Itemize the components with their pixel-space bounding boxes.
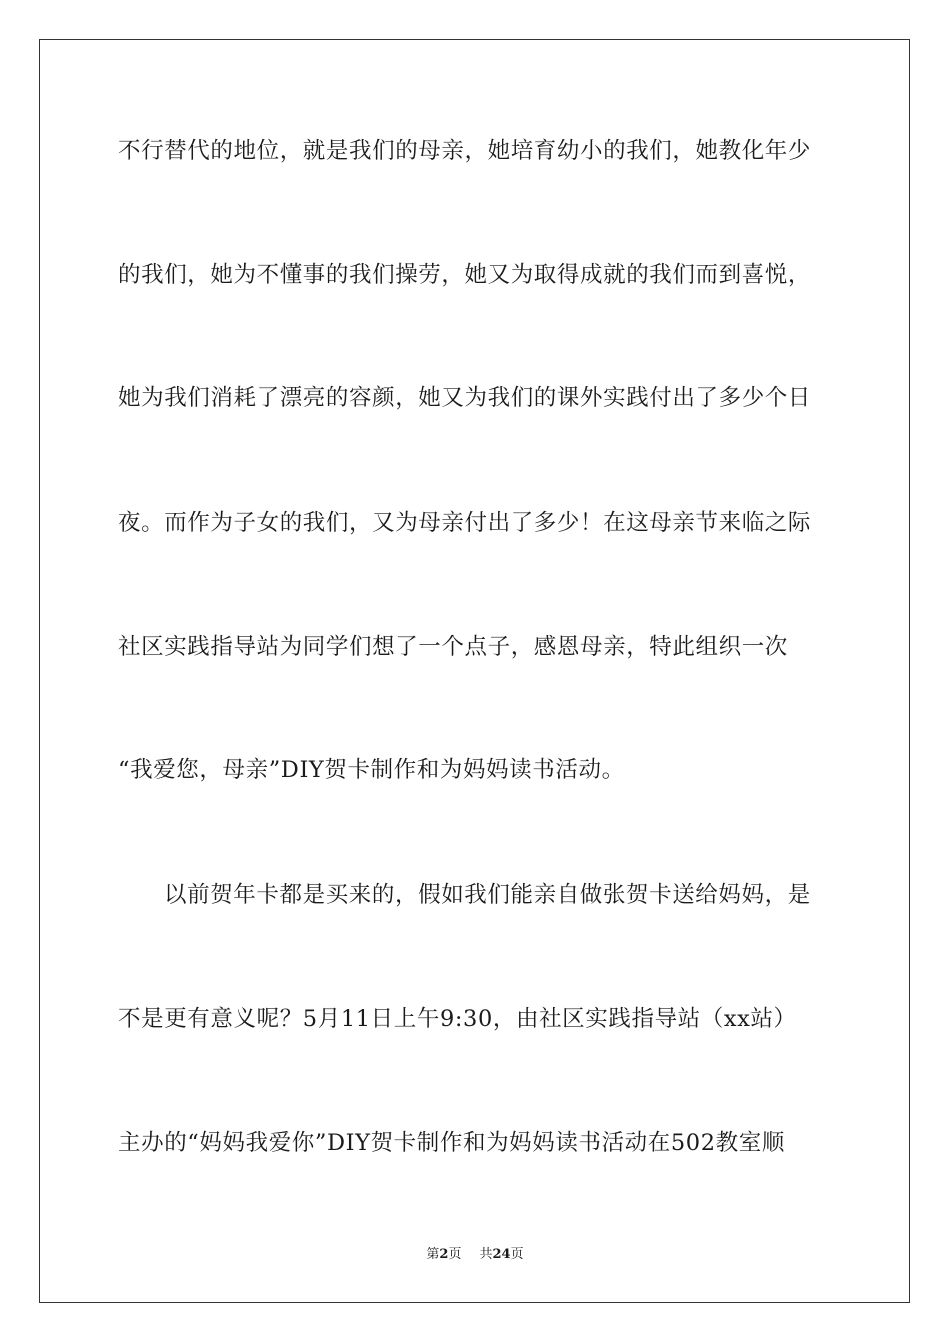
total-prefix: 共 — [479, 1247, 493, 1262]
total-pages: 24 — [492, 1247, 511, 1262]
page-frame — [39, 39, 910, 1303]
page-number: 2 — [439, 1247, 449, 1262]
text-line-3: 她为我们消耗了漂亮的容颜，她又为我们的课外实践付出了多少个日 — [118, 385, 812, 411]
text-line-1: 不行替代的地位，就是我们的母亲，她培育幼小的我们，她教化年少 — [118, 138, 812, 164]
text-line-5: 社区实践指导站为同学们想了一个点子，感恩母亲，特此组织一次 — [118, 634, 788, 660]
page-suffix: 页 — [448, 1247, 462, 1262]
text-line-7: 以前贺年卡都是买来的，假如我们能亲自做张贺卡送给妈妈，是 — [164, 882, 811, 908]
text-line-2: 的我们，她为不懂事的我们操劳，她又为取得成就的我们而到喜悦， — [118, 262, 812, 288]
text-line-9: 主办的“妈妈我爱你”DIY贺卡制作和为妈妈读书活动在502教室顺 — [118, 1130, 785, 1156]
text-line-6: “我爱您，母亲”DIY贺卡制作和为妈妈读书活动。 — [118, 757, 625, 783]
text-line-4: 夜。而作为子女的我们，又为母亲付出了多少！在这母亲节来临之际 — [118, 510, 812, 536]
page-footer — [0, 1246, 950, 1264]
total-suffix: 页 — [510, 1247, 524, 1262]
page-prefix: 第 — [426, 1247, 440, 1262]
text-line-8: 不是更有意义呢？5月11日上午9:30，由社区实践指导站（xx站） — [118, 1006, 797, 1032]
